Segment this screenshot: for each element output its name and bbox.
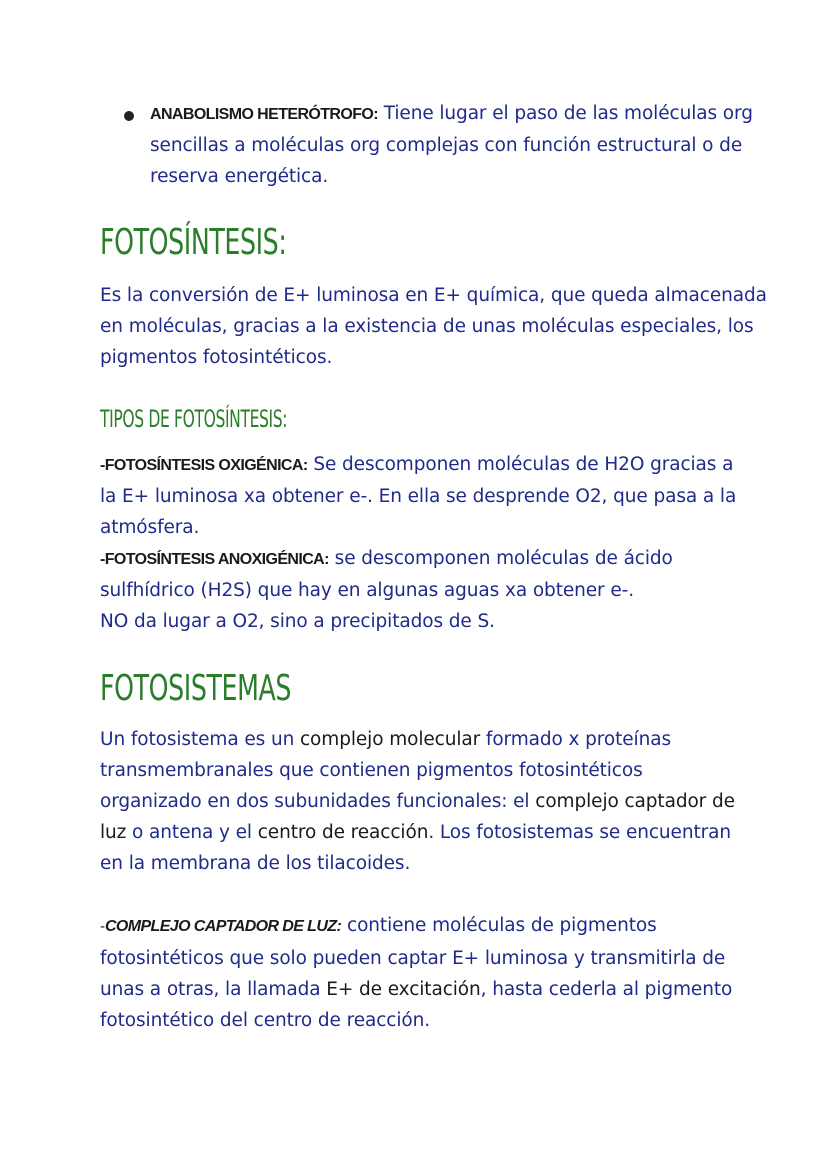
bullet-icon: [124, 111, 134, 121]
oxigenica-term: -FOTOSÍNTESIS OXIGÉNICA:: [100, 457, 308, 474]
complejo-paragraph: -COMPLEJO CAPTADOR DE LUZ: contiene moléculas de pigmentos fotosintéticos que solo pueden captar E+ luminosa y transmitirla de unas a otras, la llamada E+ de excitación, hasta cederla al pigmento fotosintético del centro de reacción.: [100, 915, 733, 1031]
anabolismo-paragraph: ANABOLISMO HETERÓTROFO: Tiene lugar el paso de las moléculas org sencillas a moléculas org complejas con función estructural o de reserva energética.: [150, 103, 753, 187]
tipos-heading: TIPOS DE FOTOSÍNTESIS:: [100, 405, 288, 433]
fotosistemas-heading: FOTOSISTEMAS: [100, 668, 292, 709]
fotosistemas-paragraph: Un fotosistema es un complejo molecular formado x proteínas transmembranales que contienen pigmentos fotosintéticos organizado en dos subunidades funcionales: el complejo captador de luz o antena y el centro de reacción. Los fotosistemas se encuentran en la membrana de los tilacoides.: [100, 729, 735, 874]
fotosintesis-heading: FOTOSÍNTESIS:: [100, 222, 287, 263]
fotosintesis-paragraph: Es la conversión de E+ luminosa en E+ química, que queda almacenada en moléculas, gracias a la existencia de unas moléculas especiales, los pigmentos fotosintéticos.: [100, 285, 767, 368]
tipos-paragraph: -FOTOSÍNTESIS OXIGÉNICA: Se descomponen moléculas de H2O gracias a la E+ luminosa xa obtener e-. En ella se desprende O2, que pasa a la atmósfera. -FOTOSÍNTESIS ANOXIGÉNICA: se descomponen moléculas de ácido sulfhídrico (H2S) que hay en algunas aguas xa obtener e-. NO da lugar a O2, sino a precipitados de S.: [100, 454, 737, 632]
complejo-term: COMPLEJO CAPTADOR DE LUZ:: [104, 918, 342, 935]
anabolismo-term: ANABOLISMO HETERÓTROFO:: [150, 106, 378, 123]
anoxigenica-term: -FOTOSÍNTESIS ANOXIGÉNICA:: [100, 551, 329, 568]
